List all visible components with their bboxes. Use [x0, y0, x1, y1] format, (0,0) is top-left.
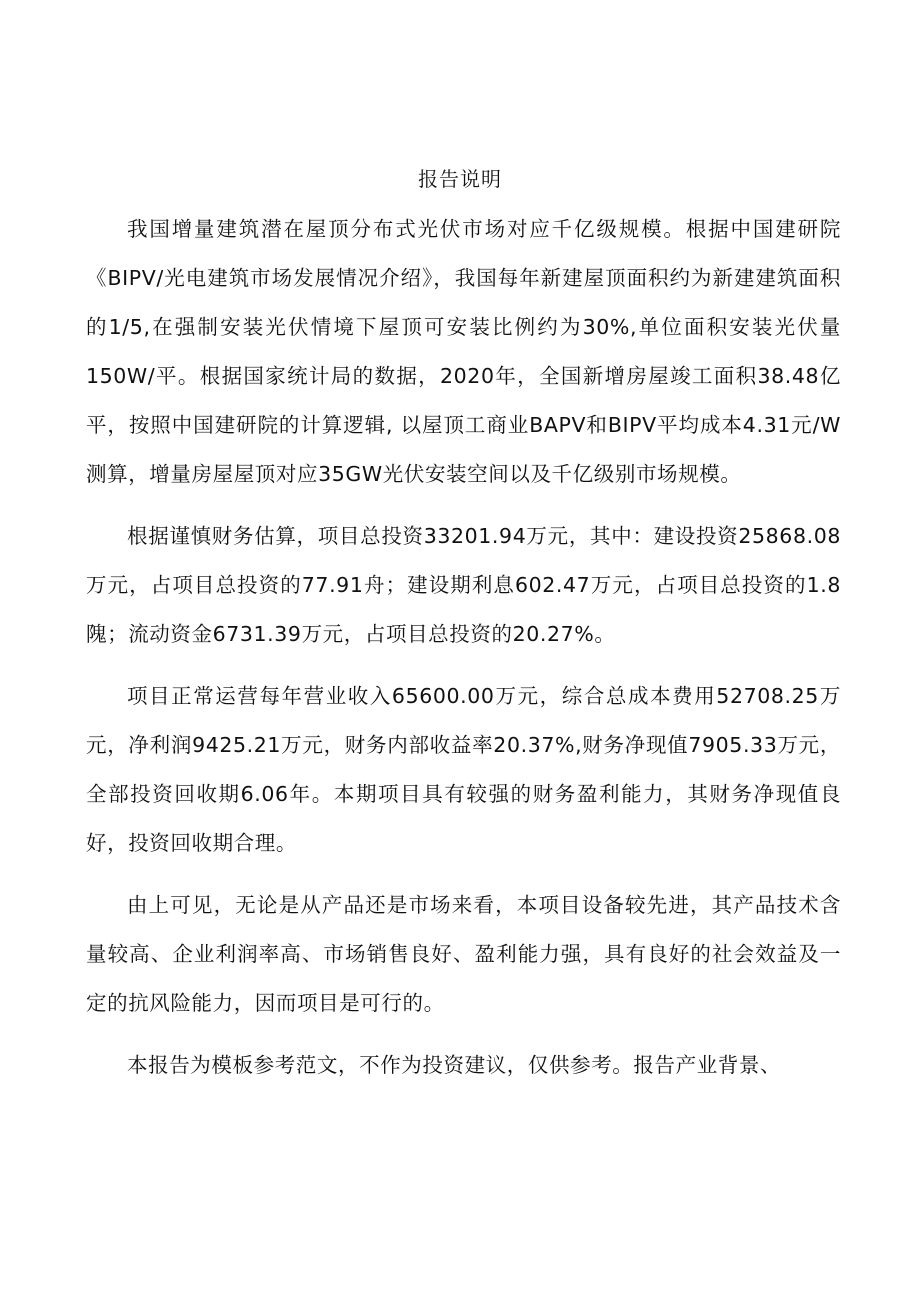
document-title: 报告说明	[418, 167, 502, 191]
paragraph-investment-estimate: 根据谨慎财务估算，项目总投资33201.94万元，其中：建设投资25868.08万元，占项目总投资的77.91舟；建设期利息602.47万元，占项目总投资的1.8隗；流动资金6731.39万元，占项目总投资的20.27%。	[86, 524, 841, 646]
document-body	[86, 205, 841, 1090]
paragraph-operating-revenue: 项目正常运营每年营业收入65600.00万元，综合总成本费用52708.25万元，净利润9425.21万元，财务内部收益率20.37%,财务净现值7905.33万元，全部投资回收期6.06年。本期项目具有较强的财务盈利能力，其财务净现值良好，投资回收期合理。	[86, 684, 841, 855]
paragraph-feasibility-conclusion: 由上可见，无论是从产品还是市场来看，本项目设备较先进，其产品技术含量较高、企业利润率高、市场销售良好、盈利能力强，具有良好的社会效益及一定的抗风险能力，因而项目是可行的。	[86, 893, 841, 1015]
paragraph-disclaimer: 本报告为模板参考范文，不作为投资建议，仅供参考。报告产业背景、	[127, 1053, 782, 1077]
paragraph-market-scale: 我国增量建筑潜在屋顶分布式光伏市场对应千亿级规模。根据中国建研院《BIPV/光电建筑市场发展情况介绍》，我国每年新建屋顶面积约为新建建筑面积的1/5,在强制安装光伏情境下屋顶可安装比例约为30%,单位面积安装光伏量150W/平。根据国家统计局的数据，2020年，全国新增房屋竣工面积38.48亿平，按照中国建研院的计算逻辑, 以屋顶工商业BAPV和BIPV平均成本4.31元/W测算，增量房屋屋顶对应35GW光伏安装空间以及千亿级别市场规模。	[86, 217, 841, 486]
